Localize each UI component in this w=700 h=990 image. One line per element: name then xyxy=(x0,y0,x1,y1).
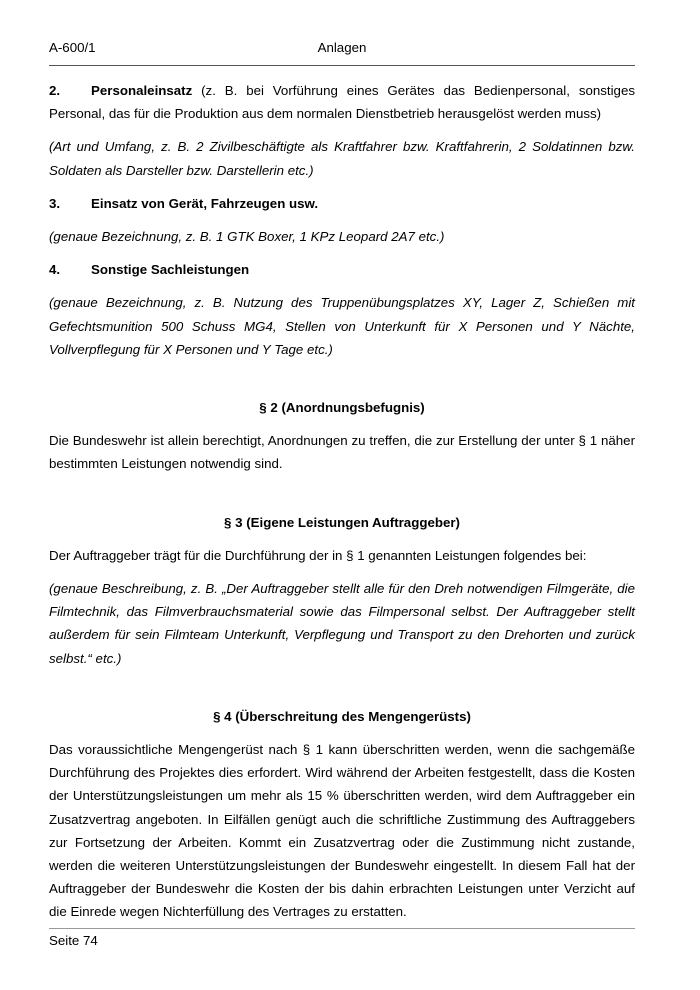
document-id: A-600/1 xyxy=(49,40,96,55)
section-text: Das voraussichtliche Mengengerüst nach § 1 kann überschritten werden, wenn die sachgemäße Durchführung des Projektes dies erfordert. Wird während der Arbeiten festgestellt, dass die Kosten der Unterstützungsleistungen um mehr als 15 % überschritten werden, wird dem Auftraggeber ein Zusatzvertrag angeboten. In Eilfällen genügt auch die schriftliche Zustimmung des Auftraggebers zur Fortsetzung der Arbeiten. Kommt ein Zusatzvertrag oder die Zustimmung nicht zustande, werden die weiteren Unterstützungsleistungen der Bundeswehr eingestellt. In diesem Fall hat der Auftraggeber der Bundeswehr die Kosten der bis dahin erbrachten Leistungen unter Verzicht auf die Einrede wegen Nichterfüllung des Vertrages zu erstatten. xyxy=(49,742,635,920)
item-note: (genaue Bezeichnung, z. B. Nutzung des Truppenübungsplatzes XY, Lager Z, Schießen mit Gefechtsmunition 500 Schuss MG4, Stellen von Unterkunft für X Personen und Y Nächte, Vollverpflegung für X Personen und Y Tage etc.) xyxy=(49,295,635,357)
item-personaleinsatz xyxy=(49,79,635,125)
page-number: Seite 74 xyxy=(49,933,98,948)
page-header xyxy=(49,40,635,60)
section-heading: § 4 (Überschreitung des Mengengerüsts) xyxy=(213,708,471,724)
footer-divider xyxy=(49,928,635,929)
item-title: Personaleinsatz xyxy=(91,83,193,98)
item-note: (genaue Bezeichnung, z. B. 1 GTK Boxer, 1 KPz Leopard 2A7 etc.) xyxy=(49,229,445,245)
item-text: (z. B. bei Vorführung eines Gerätes das Bedienpersonal, sonstiges Personal, das für die Produktion aus dem normalen Dienstbetrieb herausgelöst werden muss) xyxy=(49,83,635,122)
section-heading: § 3 (Eigene Leistungen Auftraggeber) xyxy=(224,514,460,530)
item-note: (Art und Umfang, z. B. 2 Zivilbeschäftigte als Kraftfahrer bzw. Kraftfahrerin, 2 Soldatinnen bzw. Soldaten als Darsteller bzw. Darstellerin etc.) xyxy=(49,139,635,178)
item-sachleistungen xyxy=(49,258,635,281)
page-content xyxy=(49,79,635,924)
section-heading: § 2 (Anordnungsbefugnis) xyxy=(259,400,425,416)
item-number: 3. xyxy=(49,195,61,211)
item-geraet xyxy=(49,192,635,215)
header-title: Anlagen xyxy=(317,40,367,55)
item-title: Sonstige Sachleistungen xyxy=(91,262,250,278)
section-text: Die Bundeswehr ist allein berechtigt, Anordnungen zu treffen, die zur Erstellung der unter § 1 näher bestimmten Leistungen notwendig sind. xyxy=(49,433,635,472)
section-text: Der Auftraggeber trägt für die Durchführung der in § 1 genannten Leistungen folgendes bei: xyxy=(49,547,587,563)
header-divider xyxy=(49,65,635,66)
item-number: 4. xyxy=(49,262,61,278)
item-number: 2. xyxy=(49,83,61,98)
section-note: (genaue Beschreibung, z. B. „Der Auftraggeber stellt alle für den Dreh notwendigen Filmgeräte, die Filmtechnik, das Filmverbrauchsmaterial sowie das Filmpersonal selbst. Der Auftraggeber stellt außerdem für sein Filmteam Unterkunft, Verpflegung und Transport zu den Drehorten und zurück selbst.“ etc.) xyxy=(49,581,635,666)
item-title: Einsatz von Gerät, Fahrzeugen usw. xyxy=(91,195,319,211)
